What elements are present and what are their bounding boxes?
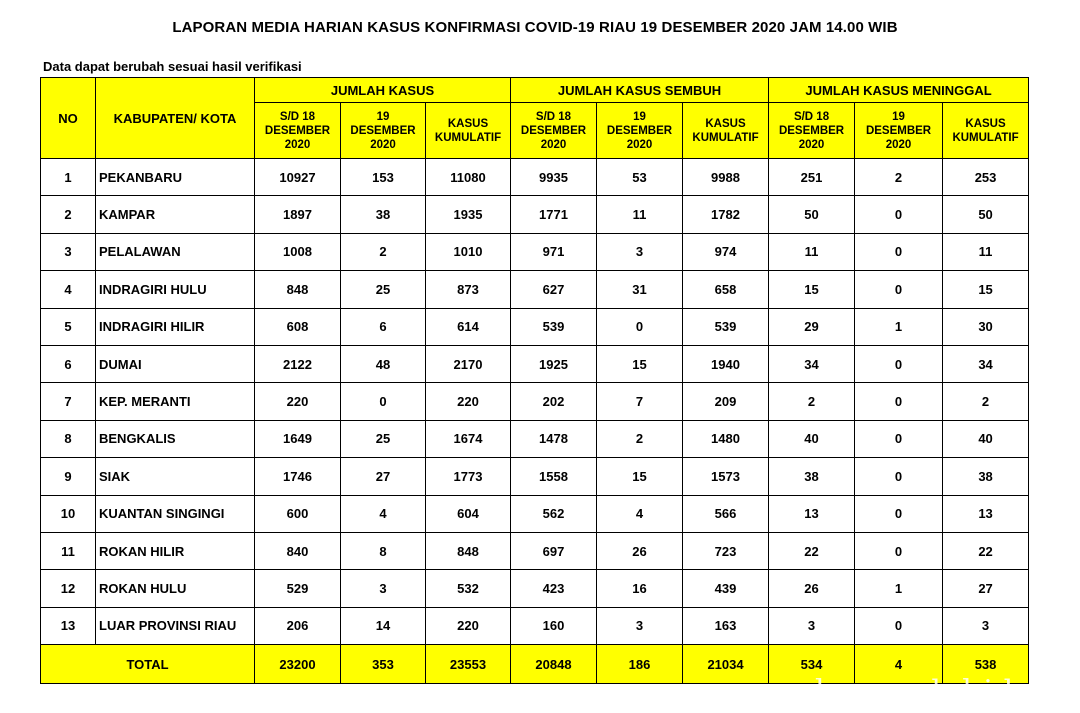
- cell-sembuh-kumulatif: 1782: [683, 196, 769, 233]
- cell-sembuh-19: 0: [597, 308, 683, 345]
- cell-meninggal-sd18: 15: [769, 271, 855, 308]
- table-row: [41, 570, 1029, 607]
- row-name: PEKANBARU: [96, 159, 255, 196]
- report-title: LAPORAN MEDIA HARIAN KASUS KONFIRMASI COVID-19 RIAU 19 DESEMBER 2020 JAM 14.00 WIB: [172, 19, 898, 36]
- cell-sembuh-19: 31: [597, 271, 683, 308]
- cell-sembuh-19: 2: [597, 420, 683, 457]
- header-kabupaten: KABUPATEN/ KOTA: [96, 78, 255, 159]
- cell-sembuh-sd18: 627: [511, 271, 597, 308]
- row-no: 4: [41, 271, 96, 308]
- total-kasus-19: 353: [341, 645, 426, 684]
- table-row: [41, 345, 1029, 382]
- cell-meninggal-19: 0: [855, 495, 943, 532]
- row-name: ROKAN HILIR: [96, 532, 255, 569]
- cell-kasus-sd18: 608: [255, 308, 341, 345]
- header-d19: 19 DESEMBER 2020: [855, 103, 943, 159]
- cell-meninggal-sd18: 50: [769, 196, 855, 233]
- total-sembuh-kumulatif: 21034: [683, 645, 769, 684]
- cell-kasus-19: 27: [341, 458, 426, 495]
- cell-sembuh-19: 11: [597, 196, 683, 233]
- cell-kasus-sd18: 1897: [255, 196, 341, 233]
- cell-meninggal-sd18: 3: [769, 607, 855, 644]
- row-no: 13: [41, 607, 96, 644]
- cell-sembuh-sd18: 1478: [511, 420, 597, 457]
- row-no: 3: [41, 233, 96, 270]
- cell-sembuh-kumulatif: 9988: [683, 159, 769, 196]
- table-row: [41, 271, 1029, 308]
- covid-cases-table: [40, 77, 1029, 684]
- cell-sembuh-19: 7: [597, 383, 683, 420]
- cell-sembuh-kumulatif: 163: [683, 607, 769, 644]
- cell-kasus-sd18: 1008: [255, 233, 341, 270]
- cell-sembuh-kumulatif: 209: [683, 383, 769, 420]
- cell-sembuh-sd18: 971: [511, 233, 597, 270]
- cell-meninggal-kumulatif: 3: [943, 607, 1029, 644]
- cell-sembuh-sd18: 562: [511, 495, 597, 532]
- cell-sembuh-kumulatif: 1940: [683, 345, 769, 382]
- cell-sembuh-19: 53: [597, 159, 683, 196]
- cell-kasus-19: 4: [341, 495, 426, 532]
- cell-kasus-sd18: 2122: [255, 345, 341, 382]
- cell-sembuh-19: 15: [597, 458, 683, 495]
- cell-sembuh-kumulatif: 439: [683, 570, 769, 607]
- cell-meninggal-sd18: 22: [769, 532, 855, 569]
- row-no: 8: [41, 420, 96, 457]
- table-row: [41, 233, 1029, 270]
- cell-sembuh-kumulatif: 974: [683, 233, 769, 270]
- header-group-sembuh: JUMLAH KASUS SEMBUH: [511, 78, 769, 103]
- watermark: kompadul id: [815, 674, 1015, 709]
- cell-meninggal-sd18: 38: [769, 458, 855, 495]
- row-name: KEP. MERANTI: [96, 383, 255, 420]
- cell-sembuh-19: 26: [597, 532, 683, 569]
- cell-kasus-19: 25: [341, 420, 426, 457]
- cell-sembuh-kumulatif: 539: [683, 308, 769, 345]
- row-no: 5: [41, 308, 96, 345]
- cell-meninggal-sd18: 2: [769, 383, 855, 420]
- cell-meninggal-19: 1: [855, 570, 943, 607]
- cell-meninggal-19: 0: [855, 607, 943, 644]
- cell-kasus-kumulatif: 873: [426, 271, 511, 308]
- total-sembuh-sd18: 20848: [511, 645, 597, 684]
- cell-kasus-kumulatif: 604: [426, 495, 511, 532]
- cell-meninggal-19: 0: [855, 420, 943, 457]
- cell-sembuh-sd18: 9935: [511, 159, 597, 196]
- cell-sembuh-sd18: 160: [511, 607, 597, 644]
- row-name: LUAR PROVINSI RIAU: [96, 607, 255, 644]
- cell-sembuh-19: 16: [597, 570, 683, 607]
- cell-kasus-19: 2: [341, 233, 426, 270]
- total-meninggal-sd18: 534: [769, 645, 855, 684]
- row-no: 6: [41, 345, 96, 382]
- cell-meninggal-kumulatif: 13: [943, 495, 1029, 532]
- cell-kasus-sd18: 840: [255, 532, 341, 569]
- table-row: [41, 196, 1029, 233]
- cell-sembuh-sd18: 423: [511, 570, 597, 607]
- cell-meninggal-19: 0: [855, 271, 943, 308]
- header-sd18: S/D 18 DESEMBER 2020: [255, 103, 341, 159]
- cell-meninggal-sd18: 26: [769, 570, 855, 607]
- cell-sembuh-19: 3: [597, 607, 683, 644]
- cell-kasus-19: 48: [341, 345, 426, 382]
- header-kumulatif: KASUS KUMULATIF: [426, 103, 511, 159]
- table-row: [41, 607, 1029, 644]
- cell-kasus-kumulatif: 614: [426, 308, 511, 345]
- cell-sembuh-19: 4: [597, 495, 683, 532]
- table-row: [41, 532, 1029, 569]
- cell-meninggal-kumulatif: 34: [943, 345, 1029, 382]
- cell-meninggal-19: 0: [855, 345, 943, 382]
- cell-kasus-kumulatif: 220: [426, 607, 511, 644]
- cell-sembuh-19: 3: [597, 233, 683, 270]
- cell-kasus-19: 153: [341, 159, 426, 196]
- row-name: PELALAWAN: [96, 233, 255, 270]
- total-row: [41, 645, 1029, 684]
- table-row: [41, 159, 1029, 196]
- cell-meninggal-19: 2: [855, 159, 943, 196]
- cell-kasus-sd18: 10927: [255, 159, 341, 196]
- total-sembuh-19: 186: [597, 645, 683, 684]
- cell-meninggal-sd18: 251: [769, 159, 855, 196]
- cell-sembuh-sd18: 202: [511, 383, 597, 420]
- cell-kasus-kumulatif: 1773: [426, 458, 511, 495]
- cell-meninggal-kumulatif: 50: [943, 196, 1029, 233]
- total-kasus-sd18: 23200: [255, 645, 341, 684]
- cell-kasus-kumulatif: 2170: [426, 345, 511, 382]
- header-d19: 19 DESEMBER 2020: [341, 103, 426, 159]
- row-name: KUANTAN SINGINGI: [96, 495, 255, 532]
- total-label: TOTAL: [41, 645, 255, 684]
- cell-meninggal-19: 0: [855, 233, 943, 270]
- total-kasus-kumulatif: 23553: [426, 645, 511, 684]
- header-sd18: S/D 18 DESEMBER 2020: [511, 103, 597, 159]
- row-name: INDRAGIRI HILIR: [96, 308, 255, 345]
- cell-kasus-kumulatif: 11080: [426, 159, 511, 196]
- cell-kasus-19: 25: [341, 271, 426, 308]
- header-no: NO: [41, 78, 96, 159]
- cell-sembuh-kumulatif: 658: [683, 271, 769, 308]
- cell-meninggal-19: 0: [855, 458, 943, 495]
- cell-meninggal-kumulatif: 15: [943, 271, 1029, 308]
- cell-meninggal-kumulatif: 253: [943, 159, 1029, 196]
- table-row: [41, 420, 1029, 457]
- cell-meninggal-19: 0: [855, 196, 943, 233]
- row-name: DUMAI: [96, 345, 255, 382]
- cell-kasus-19: 3: [341, 570, 426, 607]
- table-row: [41, 308, 1029, 345]
- row-name: BENGKALIS: [96, 420, 255, 457]
- header-group-kasus: JUMLAH KASUS: [255, 78, 511, 103]
- cell-kasus-19: 0: [341, 383, 426, 420]
- header-kumulatif: KASUS KUMULATIF: [683, 103, 769, 159]
- total-meninggal-kumulatif: 538: [943, 645, 1029, 684]
- cell-kasus-kumulatif: 1935: [426, 196, 511, 233]
- cell-kasus-kumulatif: 848: [426, 532, 511, 569]
- header-sd18: S/D 18 DESEMBER 2020: [769, 103, 855, 159]
- table-row: [41, 495, 1029, 532]
- cell-sembuh-sd18: 539: [511, 308, 597, 345]
- cell-kasus-sd18: 848: [255, 271, 341, 308]
- cell-kasus-sd18: 1649: [255, 420, 341, 457]
- row-no: 2: [41, 196, 96, 233]
- cell-kasus-sd18: 600: [255, 495, 341, 532]
- row-name: KAMPAR: [96, 196, 255, 233]
- cell-kasus-19: 14: [341, 607, 426, 644]
- cell-sembuh-kumulatif: 723: [683, 532, 769, 569]
- cell-sembuh-kumulatif: 566: [683, 495, 769, 532]
- cell-sembuh-kumulatif: 1480: [683, 420, 769, 457]
- cell-meninggal-sd18: 11: [769, 233, 855, 270]
- cell-kasus-kumulatif: 532: [426, 570, 511, 607]
- cell-kasus-sd18: 220: [255, 383, 341, 420]
- row-no: 12: [41, 570, 96, 607]
- cell-meninggal-kumulatif: 38: [943, 458, 1029, 495]
- cell-kasus-kumulatif: 220: [426, 383, 511, 420]
- cell-kasus-sd18: 529: [255, 570, 341, 607]
- table-row: [41, 458, 1029, 495]
- cell-meninggal-kumulatif: 27: [943, 570, 1029, 607]
- cell-sembuh-sd18: 1771: [511, 196, 597, 233]
- row-no: 9: [41, 458, 96, 495]
- row-no: 10: [41, 495, 96, 532]
- cell-meninggal-kumulatif: 11: [943, 233, 1029, 270]
- cell-sembuh-sd18: 1558: [511, 458, 597, 495]
- verification-note: Data dapat berubah sesuai hasil verifikasi: [43, 59, 302, 74]
- cell-kasus-kumulatif: 1010: [426, 233, 511, 270]
- cell-kasus-kumulatif: 1674: [426, 420, 511, 457]
- cell-meninggal-sd18: 40: [769, 420, 855, 457]
- header-d19: 19 DESEMBER 2020: [597, 103, 683, 159]
- row-no: 11: [41, 532, 96, 569]
- cell-sembuh-sd18: 697: [511, 532, 597, 569]
- cell-meninggal-19: 1: [855, 308, 943, 345]
- cell-kasus-sd18: 206: [255, 607, 341, 644]
- row-name: ROKAN HULU: [96, 570, 255, 607]
- total-meninggal-19: 4: [855, 645, 943, 684]
- cell-meninggal-kumulatif: 30: [943, 308, 1029, 345]
- cell-meninggal-19: 0: [855, 532, 943, 569]
- cell-meninggal-19: 0: [855, 383, 943, 420]
- row-name: SIAK: [96, 458, 255, 495]
- cell-kasus-19: 6: [341, 308, 426, 345]
- cell-meninggal-kumulatif: 2: [943, 383, 1029, 420]
- cell-kasus-19: 38: [341, 196, 426, 233]
- table-row: [41, 383, 1029, 420]
- cell-meninggal-kumulatif: 40: [943, 420, 1029, 457]
- header-kumulatif: KASUS KUMULATIF: [943, 103, 1029, 159]
- cell-sembuh-19: 15: [597, 345, 683, 382]
- row-no: 7: [41, 383, 96, 420]
- cell-meninggal-sd18: 34: [769, 345, 855, 382]
- header-group-meninggal: JUMLAH KASUS MENINGGAL: [769, 78, 1029, 103]
- row-name: INDRAGIRI HULU: [96, 271, 255, 308]
- cell-meninggal-sd18: 29: [769, 308, 855, 345]
- table-body: [41, 159, 1029, 645]
- cell-meninggal-kumulatif: 22: [943, 532, 1029, 569]
- cell-meninggal-sd18: 13: [769, 495, 855, 532]
- cell-kasus-19: 8: [341, 532, 426, 569]
- row-no: 1: [41, 159, 96, 196]
- cell-sembuh-sd18: 1925: [511, 345, 597, 382]
- cell-kasus-sd18: 1746: [255, 458, 341, 495]
- cell-sembuh-kumulatif: 1573: [683, 458, 769, 495]
